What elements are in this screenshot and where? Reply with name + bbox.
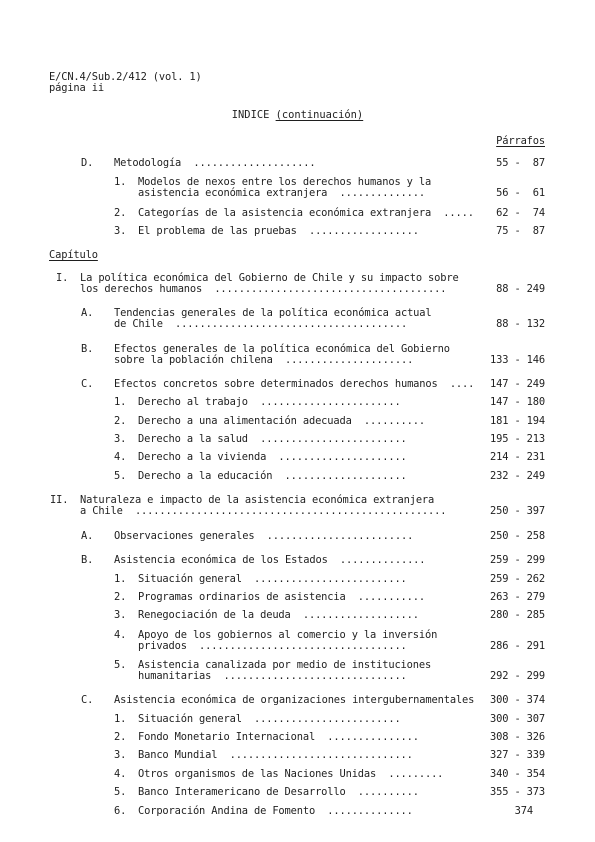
toc-label: B. — [81, 343, 94, 355]
column-header-paragraphs: Párrafos — [496, 135, 545, 147]
toc-entry: Derecho a una alimentación adecuada .......... — [138, 415, 425, 427]
toc-num: 1. — [114, 176, 127, 188]
toc-entry: Banco Interamericano de Desarrollo .......... — [138, 786, 419, 798]
toc-range: 308 - 326 — [490, 731, 545, 743]
toc-label: A. — [81, 530, 94, 542]
toc-num: 3. — [114, 609, 127, 621]
toc-range: 147 - 249 — [490, 378, 545, 390]
toc-num: 6. — [114, 805, 127, 817]
toc-range: 147 - 180 — [490, 396, 545, 408]
toc-range: 355 - 373 — [490, 786, 545, 798]
toc-range: 195 - 213 — [490, 433, 545, 445]
toc-entry: Corporación Andina de Fomento .............. — [138, 805, 413, 817]
toc-entry: Derecho al trabajo ....................... — [138, 396, 401, 408]
toc-entry: Derecho a la educación .................... — [138, 470, 407, 482]
toc-range: 292 - 299 — [490, 670, 545, 682]
toc-entry-cont: de Chile ...................................... — [114, 318, 408, 330]
toc-range: 181 - 194 — [490, 415, 545, 427]
toc-num: 4. — [114, 629, 127, 641]
toc-range: 300 - 307 — [490, 713, 545, 725]
toc-num: 5. — [114, 786, 127, 798]
toc-num: 1. — [114, 573, 127, 585]
toc-range: 263 - 279 — [490, 591, 545, 603]
toc-num: 3. — [114, 749, 127, 761]
toc-range: 62 - 74 — [496, 207, 545, 219]
toc-range: 250 - 397 — [490, 505, 545, 517]
toc-entry: Banco Mundial .............................. — [138, 749, 413, 761]
chapter-num: II. — [50, 494, 69, 506]
toc-num: 4. — [114, 451, 127, 463]
toc-num: 4. — [114, 768, 127, 780]
toc-range: 286 - 291 — [490, 640, 545, 652]
toc-label: B. — [81, 554, 94, 566]
toc-num: 3. — [114, 433, 127, 445]
toc-entry: El problema de las pruebas .................. — [138, 225, 419, 237]
toc-entry: Observaciones generales ........................ — [114, 530, 414, 542]
toc-range: 133 - 146 — [490, 354, 545, 366]
toc-entry: La política económica del Gobierno de Chile y su impacto sobre — [80, 272, 459, 284]
toc-entry: Tendencias generales de la política económica actual — [114, 307, 432, 319]
toc-range: 327 - 339 — [490, 749, 545, 761]
toc-range: 75 - 87 — [496, 225, 545, 237]
toc-entry: Derecho a la salud ........................ — [138, 433, 407, 445]
toc-range: 374 — [514, 805, 533, 817]
title-sub: (continuación) — [275, 109, 364, 121]
toc-entry: Situación general ........................ — [138, 713, 401, 725]
toc-entry: Derecho a la vivienda ..................... — [138, 451, 407, 463]
toc-range: 250 - 258 — [490, 530, 545, 542]
toc-entry: Asistencia económica de organizaciones intergubernamentales — [114, 694, 475, 706]
toc-entry: Apoyo de los gobiernos al comercio y la inversión — [138, 629, 438, 641]
toc-num: 1. — [114, 713, 127, 725]
chapter-heading: Capítulo — [49, 249, 98, 261]
toc-range: 214 - 231 — [490, 451, 545, 463]
document-symbol: E/CN.4/Sub.2/412 (vol. 1) — [49, 71, 202, 83]
toc-num: 5. — [114, 659, 127, 671]
toc-range: 280 - 285 — [490, 609, 545, 621]
toc-entry: Renegociación de la deuda ................... — [138, 609, 419, 621]
toc-entry: Metodología .................... — [114, 157, 316, 169]
toc-label: D. — [81, 157, 94, 169]
toc-entry: Asistencia canalizada por medio de instituciones — [138, 659, 432, 671]
toc-range: 259 - 299 — [490, 554, 545, 566]
toc-label: A. — [81, 307, 94, 319]
toc-entry: Situación general ......................... — [138, 573, 407, 585]
title-main: INDICE — [231, 109, 270, 121]
toc-entry-cont: asistencia económica extranjera .............. — [138, 187, 425, 199]
toc-entry: Efectos concretos sobre determinados derechos humanos .... — [114, 378, 475, 390]
toc-num: 2. — [114, 207, 127, 219]
page-number: página ii — [49, 82, 104, 94]
toc-num: 5. — [114, 470, 127, 482]
toc-range: 232 - 249 — [490, 470, 545, 482]
toc-entry-cont: sobre la población chilena ..................... — [114, 354, 414, 366]
toc-range: 88 - 249 — [496, 283, 545, 295]
toc-entry-cont: privados .................................. — [138, 640, 407, 652]
toc-entry: Categorías de la asistencia económica extranjera ..... — [138, 207, 474, 219]
toc-range: 259 - 262 — [490, 573, 545, 585]
toc-entry: Otros organismos de las Naciones Unidas ......... — [138, 768, 444, 780]
toc-entry: Efectos generales de la política económica del Gobierno — [114, 343, 450, 355]
toc-num: 3. — [114, 225, 127, 237]
toc-entry: Modelos de nexos entre los derechos humanos y la — [138, 176, 432, 188]
chapter-num: I. — [56, 272, 69, 284]
toc-entry: Programas ordinarios de asistencia ........... — [138, 591, 425, 603]
toc-range: 340 - 354 — [490, 768, 545, 780]
toc-entry: Fondo Monetario Internacional ............... — [138, 731, 419, 743]
toc-label: C. — [81, 378, 94, 390]
toc-range: 55 - 87 — [496, 157, 545, 169]
toc-entry: Asistencia económica de los Estados .............. — [114, 554, 426, 566]
toc-num: 2. — [114, 731, 127, 743]
toc-entry-cont: humanitarias .............................. — [138, 670, 407, 682]
toc-entry: Naturaleza e impacto de la asistencia económica extranjera — [80, 494, 435, 506]
toc-range: 56 - 61 — [496, 187, 545, 199]
toc-entry-cont: los derechos humanos ...................................... — [80, 283, 447, 295]
toc-range: 88 - 132 — [496, 318, 545, 330]
toc-entry-cont: a Chile ................................................... — [80, 505, 447, 517]
toc-range: 300 - 374 — [490, 694, 545, 706]
toc-num: 1. — [114, 396, 127, 408]
toc-num: 2. — [114, 415, 127, 427]
toc-num: 2. — [114, 591, 127, 603]
toc-label: C. — [81, 694, 94, 706]
page-title — [0, 109, 595, 121]
